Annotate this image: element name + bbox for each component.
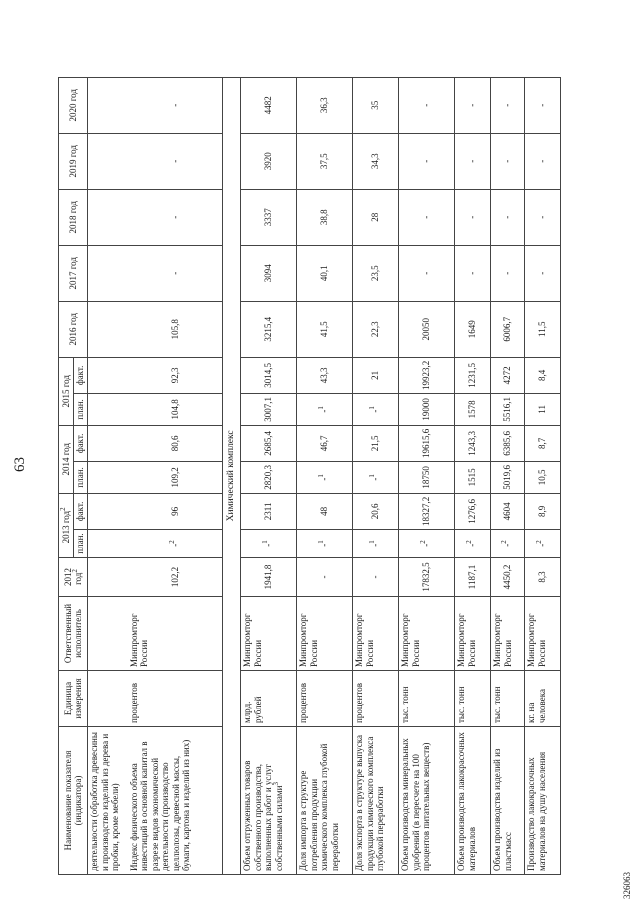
row-responsible: Минпромторг России [399,597,455,671]
row-name: Индекс физического объема инвестиций в основной капитал в разрезе видов экономической деятельности (производство целлюлозы, древесной массы, бумаги, картона и изделий из них) [128,727,223,875]
cell-2016: 1649 [455,301,491,357]
cell-2017: 40,1 [297,245,353,301]
cell-2020: - [455,77,491,133]
cell-2014-plan: 1515 [455,462,491,494]
cell-2015-plan: 19000 [399,394,455,426]
header-plan: план. [74,394,88,426]
cell-2019: 3920 [241,133,297,189]
cell-2013-plan: -$^2$ [525,530,561,558]
cell-2013-plan: -$^1$ [297,530,353,558]
cell-2018: 28 [353,189,399,245]
cell-2014-plan: -$^1$ [353,462,399,494]
cell-2016: 41,5 [297,301,353,357]
cell-2015-plan: 1578 [455,394,491,426]
cell-2013-fact: 1276,6 [455,493,491,529]
cell-2019: - [399,133,455,189]
header-fact: факт. [74,425,88,461]
cell-2014-fact: 8,7 [525,425,561,461]
row-unit: процентов [353,671,399,727]
cell-2012: - [353,558,399,597]
row-unit: тыс. тонн [455,671,491,727]
cell-2014-fact: 46,7 [297,425,353,461]
cell-2013-plan: -$^2$ [455,530,491,558]
row-name: Доля экспорта в структуре выпуска продукции химического комплекса глубокой переработки [353,727,399,875]
cell-2017: - [491,245,525,301]
header-2017: 2017 год [59,245,88,301]
row-name: деятельности (обработка древесины и производство изделий из дерева и пробки, кроме мебели) [88,727,128,875]
cell-2019: - [525,133,561,189]
row-unit: тыс. тонн [399,671,455,727]
cell-2014-fact: 2685,4 [241,425,297,461]
header-plan: план. [74,530,88,558]
row-responsible: Минпромторг России [353,597,399,671]
cell-2015-fact: 92,3 [128,357,223,393]
cell-2013-plan: -$^2$ [399,530,455,558]
row-unit: процентов [128,671,223,727]
cell-2020: 36,3 [297,77,353,133]
header-2014: 2014 год [59,425,74,493]
indicators-table [58,77,561,875]
row-name: Объем производства изделий из пластмасс [491,727,525,875]
cell-2014-fact: 80,6 [128,425,223,461]
cell-2019: 34,3 [353,133,399,189]
cell-2018: - [128,189,223,245]
cell-2016: 20050 [399,301,455,357]
cell-2014-fact: 21,5 [353,425,399,461]
cell-2017: - [128,245,223,301]
cell-2015-plan: -$^1$ [297,394,353,426]
cell-2012: 8,3 [525,558,561,597]
cell-2016: 22,3 [353,301,399,357]
cell-2018: 3337 [241,189,297,245]
header-2016: 2016 год [59,301,88,357]
cell-2013-fact: 8,9 [525,493,561,529]
row-responsible: Минпромторг России [455,597,491,671]
row-name: Объем отгруженных товаров собственного производства, выполненных работ и услуг собственными силами$^3$ [241,727,297,875]
cell-2015-plan: 5516,1 [491,394,525,426]
header-2013: 2013 год$^2$ [59,493,74,557]
header-fact: факт. [74,493,88,529]
cell-2015-fact: 3014,5 [241,357,297,393]
cell-2013-fact: 2311 [241,493,297,529]
cell-2014-plan: 18750 [399,462,455,494]
row-responsible: Минпромторг России [297,597,353,671]
row-name: Доля импорта в структуре потребления продукции химического комплекса глубокой переработки [297,727,353,875]
cell-2016: 6006,7 [491,301,525,357]
cell-2017: - [455,245,491,301]
cell-2015-fact: 19923,2 [399,357,455,393]
header-unit: Единица измерения [59,671,88,727]
cell-2013-fact: 48 [297,493,353,529]
header-2015: 2015 год [59,357,74,425]
cell-2015-fact: 43,3 [297,357,353,393]
row-responsible: Минпромторг России [525,597,561,671]
cell-2020: - [525,77,561,133]
row-responsible: Минпромторг России [241,597,297,671]
cell-2015-fact: 21 [353,357,399,393]
cell-2013-fact: 4604 [491,493,525,529]
cell-2013-plan: -$^2$ [128,530,223,558]
cell-2014-fact: 19615,6 [399,425,455,461]
row-name: Объем производства лакокрасочных материалов [455,727,491,875]
cell-2019: - [455,133,491,189]
cell-2015-plan: 104,8 [128,394,223,426]
header-responsible: Ответственный исполнитель [59,597,88,671]
cell-2016: 11,5 [525,301,561,357]
section-title: Химический комплекс [223,77,241,874]
cell-2018: 38,8 [297,189,353,245]
cell-2020: - [491,77,525,133]
cell-2018: - [455,189,491,245]
cell-2018: - [525,189,561,245]
cell-2020: - [399,77,455,133]
row-unit: процентов [297,671,353,727]
cell-2012: - [297,558,353,597]
cell-2014-plan: 2820,3 [241,462,297,494]
header-2020: 2020 год [59,77,88,133]
cell-2013-plan: -$^1$ [353,530,399,558]
cell-2014-plan: -$^1$ [297,462,353,494]
row-name: Производство лакокрасочных материалов на душу населения [525,727,561,875]
row-unit: тыс. тонн [491,671,525,727]
cell-2013-fact: 20,6 [353,493,399,529]
cell-2017: - [399,245,455,301]
cell-2015-fact: 8,4 [525,357,561,393]
cell-2015-fact: 4272 [491,357,525,393]
cell-2012: 1187,1 [455,558,491,597]
cell-2020: 35 [353,77,399,133]
cell-2012: 4450,2 [491,558,525,597]
row-unit: млрд. рублей [241,671,297,727]
cell-2013-fact: 96 [128,493,223,529]
cell-2019: 37,5 [297,133,353,189]
row-responsible: Минпромторг России [128,597,223,671]
cell-2018: - [399,189,455,245]
cell-2013-plan: -$^1$ [241,530,297,558]
row-name: Объем производства минеральных удобрений (в пересчете на 100 процентов питательных веществ) [399,727,455,875]
cell-2019: - [491,133,525,189]
row-unit: кг. на человека [525,671,561,727]
page-number: 63 [12,457,28,472]
cell-2014-fact: 1243,3 [455,425,491,461]
cell-2013-plan: -$^2$ [491,530,525,558]
cell-2012: 1941,8 [241,558,297,597]
cell-2019: - [128,133,223,189]
cell-2016: 3215,4 [241,301,297,357]
header-2018: 2018 год [59,189,88,245]
cell-2014-plan: 10,5 [525,462,561,494]
header-2019: 2019 год [59,133,88,189]
cell-2015-plan: 11 [525,394,561,426]
header-fact: факт. [74,357,88,393]
cell-2016: 105,8 [128,301,223,357]
cell-2020: 4482 [241,77,297,133]
cell-2017: 23,5 [353,245,399,301]
header-2012: 2012 год$^2$ [59,558,88,597]
header-name: Наименование показателя (индикатора) [59,727,88,875]
cell-2018: - [491,189,525,245]
cell-2013-fact: 18327,2 [399,493,455,529]
cell-2020: - [128,77,223,133]
cell-2012: 17832,5 [399,558,455,597]
cell-2015-plan: 3007,1 [241,394,297,426]
row-responsible: Минпромторг России [491,597,525,671]
cell-2014-plan: 109,2 [128,462,223,494]
cell-2014-plan: 5019,6 [491,462,525,494]
cell-2017: 3094 [241,245,297,301]
header-plan: план. [74,462,88,494]
cell-2017: - [525,245,561,301]
cell-2015-plan: -$^1$ [353,394,399,426]
document-code: 326063 [622,872,632,899]
cell-2012: 102,2 [128,558,223,597]
cell-2015-fact: 1231,5 [455,357,491,393]
cell-2014-fact: 6385,6 [491,425,525,461]
